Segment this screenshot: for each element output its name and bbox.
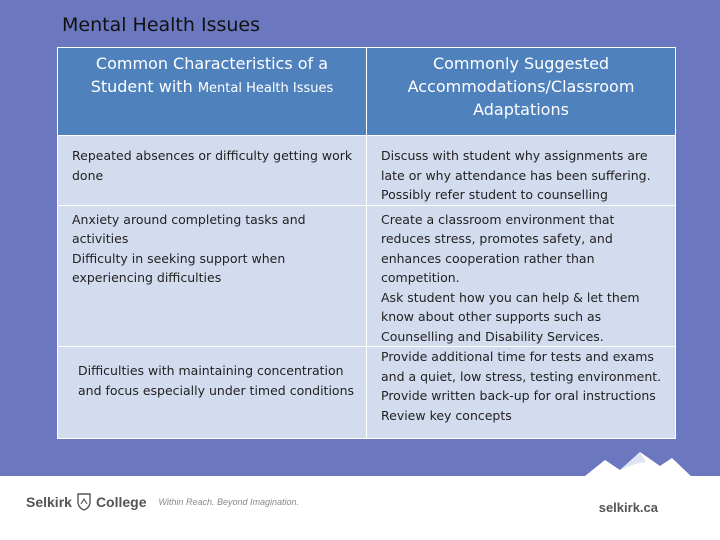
table-row xyxy=(58,347,676,439)
slide-title: Mental Health Issues xyxy=(62,14,260,36)
cell-text: Repeated absences or difficulty getting work done xyxy=(72,148,353,183)
website-link[interactable]: selkirk.ca xyxy=(598,500,658,515)
header-characteristics xyxy=(58,48,367,136)
tagline: Within Reach. Beyond Imagination. xyxy=(158,497,300,507)
cell-text: Difficulty in seeking support when experiencing difficulties xyxy=(72,250,286,285)
row-3-characteristic xyxy=(58,347,367,439)
row-2-characteristic xyxy=(58,205,367,347)
cell-text: Create a classroom environment that reduces stress, promotes safety, and enhances cooperation rather than competition. xyxy=(381,211,615,285)
table-row xyxy=(58,136,676,206)
header-left-main: Common Characteristics of a Student with xyxy=(90,54,329,96)
table-row xyxy=(58,205,676,347)
shield-icon xyxy=(76,493,92,511)
cell-text: Provide additional time for tests and exams and a quiet, low stress, testing environment. xyxy=(381,349,662,384)
accommodations-table xyxy=(57,47,676,439)
cell-text: Discuss with student why assignments are late or why attendance has been suffering. Possibly refer student to counselling xyxy=(381,148,651,202)
row-3-accommodation xyxy=(367,347,676,439)
row-2-accommodation xyxy=(367,205,676,347)
header-accommodations: Commonly Suggested Accommodations/Classroom Adaptations xyxy=(367,48,676,136)
cell-text: Ask student how you can help & let them know about other supports such as Counselling and Disability Services. xyxy=(381,289,640,344)
brand-left: Selkirk xyxy=(26,494,72,510)
cell-text: Provide written back-up for oral instructions xyxy=(381,388,656,403)
row-1-accommodation xyxy=(367,136,676,206)
row-1-characteristic xyxy=(58,136,367,206)
brand-right: College xyxy=(95,494,147,510)
college-logo xyxy=(26,493,299,511)
cell-text: Anxiety around completing tasks and activities xyxy=(72,211,306,246)
cell-text: Review key concepts xyxy=(381,407,512,423)
header-left-small: Mental Health Issues xyxy=(197,81,334,96)
cell-text: Difficulties with maintaining concentration and focus especially under timed conditions xyxy=(78,363,355,398)
